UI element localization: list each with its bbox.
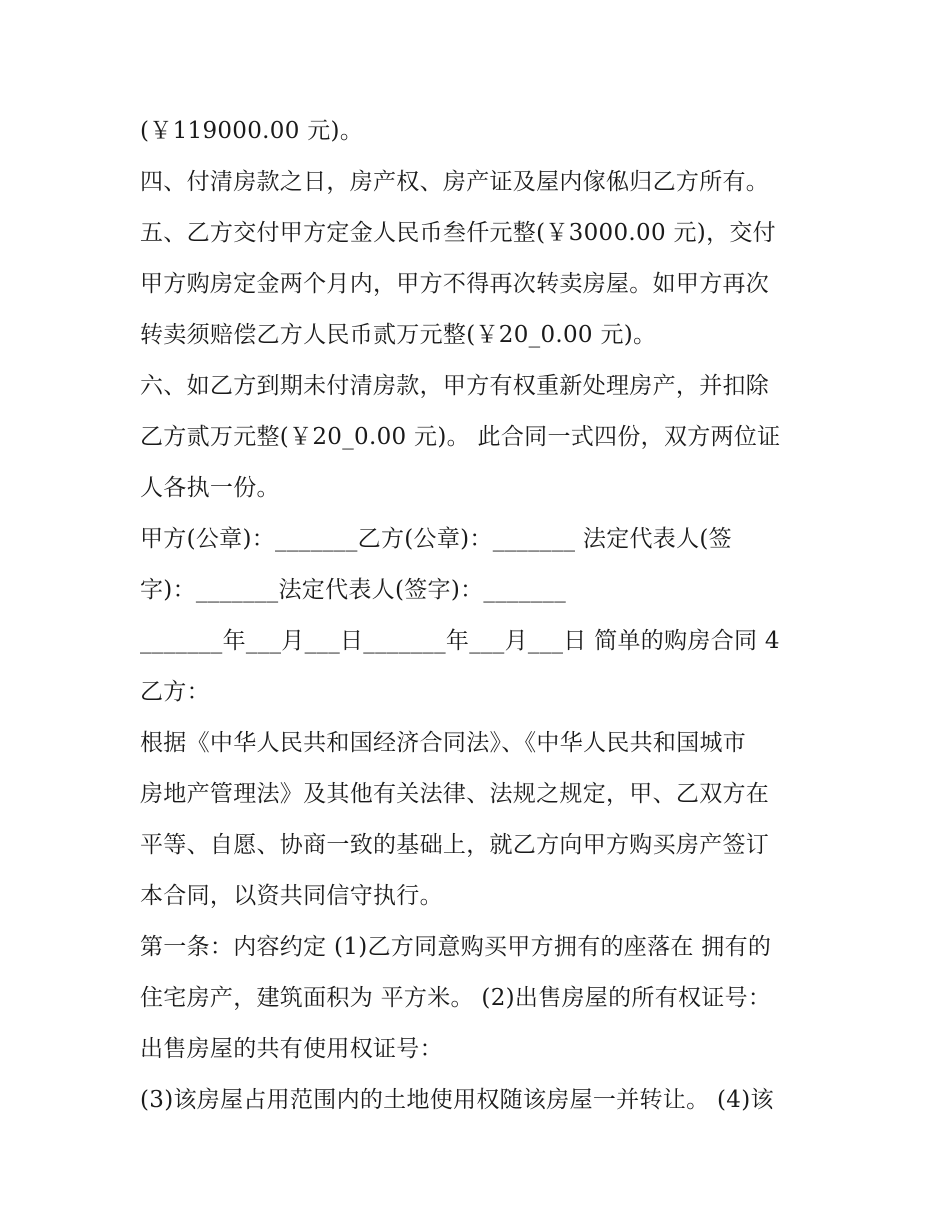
text-line: 第一条：内容约定 (1)乙方同意购买甲方拥有的座落在 拥有的 <box>140 934 772 960</box>
party-label: 乙方： <box>140 679 210 705</box>
text-line: 五、乙方交付甲方定金人民币叁仟元整(￥3000.00 元)，交付 <box>140 220 776 246</box>
text-line: 人各执一份。 <box>140 475 280 501</box>
signature-line: 甲方(公章)：_______乙方(公章)：_______ 法定代表人(签 <box>140 526 732 552</box>
text-line: (￥119000.00 元)。 <box>140 118 364 144</box>
text-line: 本合同，以资共同信守执行。 <box>140 883 443 909</box>
date-line: _______年___月___日_______年___月___日 简单的购房合同 4 <box>140 628 780 654</box>
text-line: 住宅房产，建筑面积为 平方米。 (2)出售房屋的所有权证号： <box>140 985 772 1011</box>
text-line: 出售房屋的共有使用权证号： <box>140 1036 443 1062</box>
text-line: 甲方购房定金两个月内，甲方不得再次转卖房屋。如甲方再次 <box>140 271 770 297</box>
text-line: 四、付清房款之日，房产权、房产证及屋内傢俬归乙方所有。 <box>140 169 770 195</box>
text-line: 根据《中华人民共和国经济合同法》、《中华人民共和国城市 <box>140 730 747 756</box>
text-line: 六、如乙方到期未付清房款，甲方有权重新处理房产，并扣除 <box>140 373 770 399</box>
text-line: 平等、自愿、协商一致的基础上，就乙方向甲方购买房产签订 <box>140 832 770 858</box>
text-line: (3)该房屋占用范围内的土地使用权随该房屋一并转让。 (4)该 <box>140 1087 774 1113</box>
signature-line: 字)：_______法定代表人(签字)：_______ <box>140 577 567 603</box>
text-line: 乙方贰万元整(￥20_0.00 元)。 此合同一式四份，双方两位证 <box>140 424 781 450</box>
text-line: 转卖须赔偿乙方人民币贰万元整(￥20_0.00 元)。 <box>140 322 657 348</box>
text-line: 房地产管理法》及其他有关法律、法规之规定，甲、乙双方在 <box>140 781 770 807</box>
document-body <box>140 106 820 1126</box>
